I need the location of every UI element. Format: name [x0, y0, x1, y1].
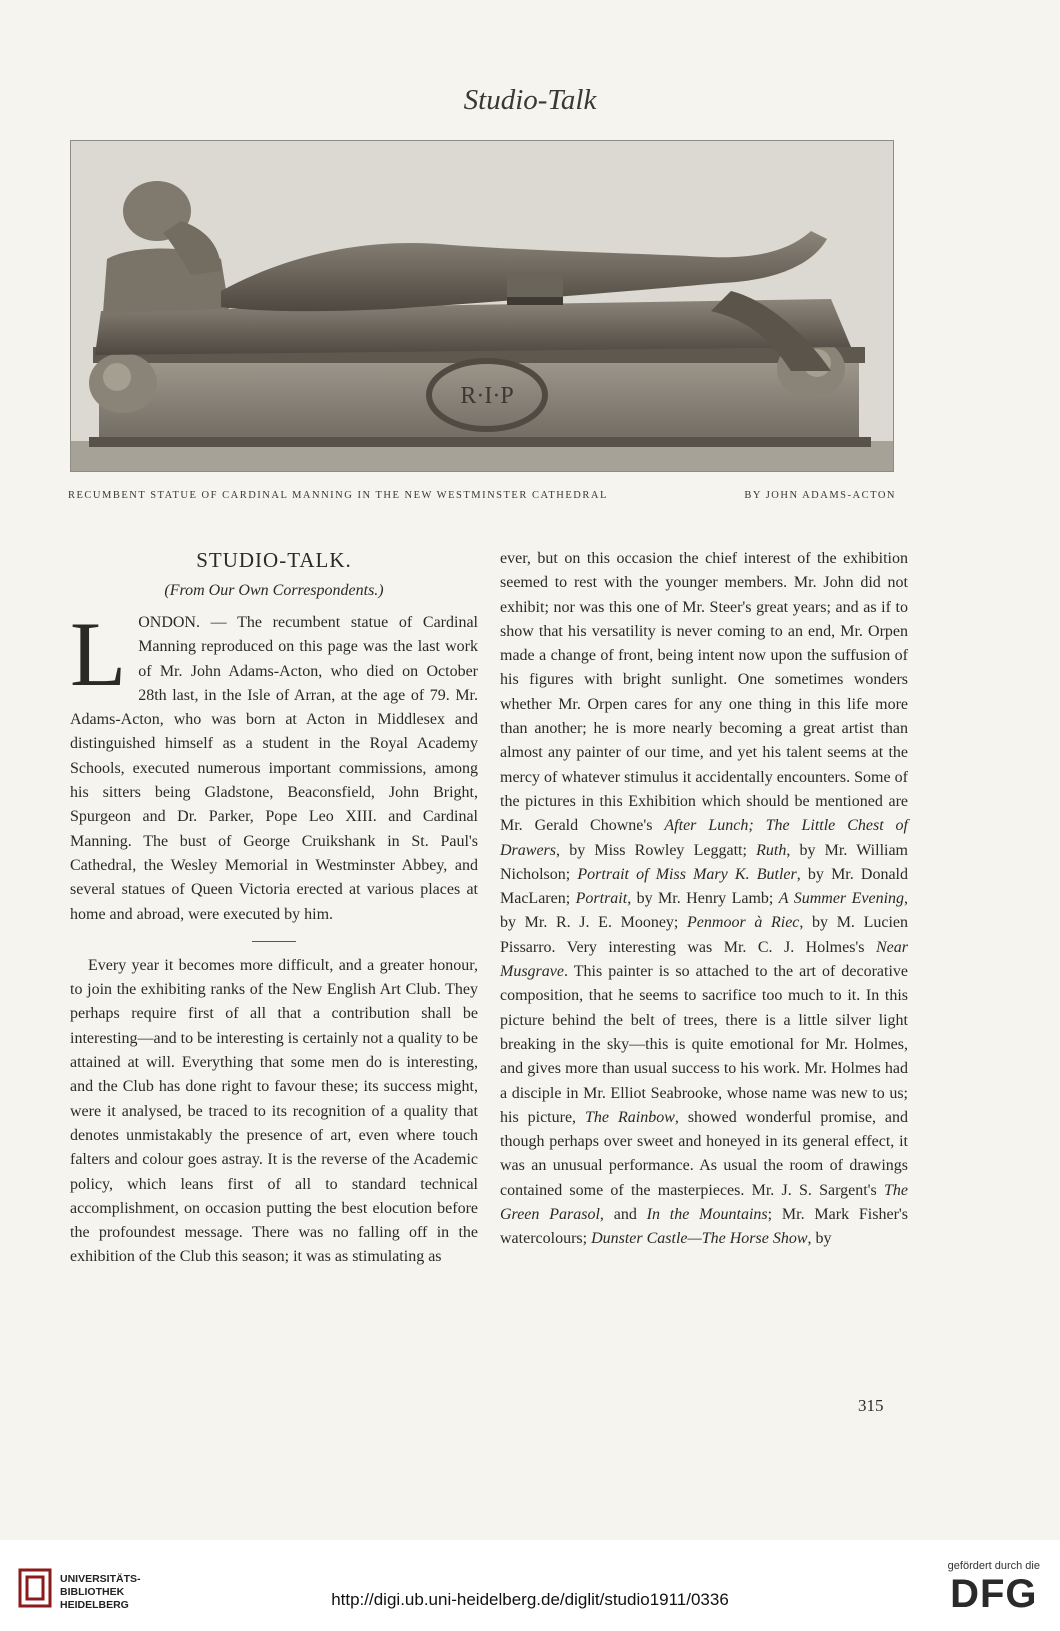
library-name-line: HEIDELBERG [60, 1599, 129, 1611]
artwork-title: After Lunch; The Little Chest of Drawers [500, 817, 908, 859]
caption-credit: BY JOHN ADAMS-ACTON [744, 490, 896, 501]
artwork-title: Portrait of Miss Mary K. Butler [577, 865, 797, 883]
left-column [70, 547, 478, 1270]
recumbent-statue-illustration [71, 141, 893, 471]
artwork-title: Ruth [756, 841, 787, 859]
running-head: Studio-Talk [463, 84, 597, 116]
page-number: 315 [858, 1396, 884, 1415]
figure-caption [68, 490, 896, 501]
drop-cap: L [70, 603, 127, 705]
dfg-logo: DFG [950, 1572, 1038, 1616]
text-run: , by Mr. Donald MacLaren; [500, 865, 909, 908]
text-run: , by Mr. William Nicholson; [500, 841, 908, 883]
artwork-title: A Summer Evening [778, 890, 905, 908]
library-name-line: UNIVERSITÄTS- [60, 1573, 141, 1585]
artwork-title: Dunster Castle—The Horse Show [591, 1230, 808, 1248]
funder-block [948, 1560, 1040, 1616]
text-run: , and [599, 1206, 647, 1224]
paragraph-london-text: ONDON. — The recumbent statue of Cardinal Manning reproduced on this page was the last work of Mr. John Adams-Acton, who died on October 28th last, in the Isle of Arran, at the age of 79. Mr. Adams-Acton, who was born at Acton in Middlesex and distinguished himself as a student in the Royal Academy Schools, executed numerous important commissions, among his sitters being Gladstone, Beaconsfield, John Bright, Spurgeon and Dr. Parker, Pope Leo XIII. and Cardinal Manning. The bust of George Cruikshank in St. Paul's Cathedral, the Wesley Memorial in Westminster Abbey, and several statues of Queen Victoria erected at various places at home and abroad, were executed by him. [70, 614, 478, 923]
paragraph-new-english-art-club: Every year it becomes more difficult, and a greater honour, to join the exhibiting ranks of the New English Art Club. They perhaps require first of all that a contribution shall be interesting—and to be interesting is certainly not a quality to be attained at will. Everything that some men do is interesting, and the Club has done right to favour these; its success might, were it analysed, be traced to its recognition of a quality that denotes unmistakably the presence of art, even where touch falters and colour goes astray. It is the reverse of the Academic policy, which leans first of all to standard technical accomplishment, on occasion putting the best elocution before the profoundest message. There was no falling off in the exhibition of the Club this season; it was as stimulating as [70, 956, 478, 1266]
text-run: , by Mr. R. J. E. Mooney; [500, 890, 909, 932]
text-run: , showed wonderful promise, and though perhaps over sweet and honeyed in its general effect, it was an unusual performance. As usual the room of drawings contained some of the masterpieces. Mr. J. S. Sargent's [500, 1108, 909, 1199]
tomb-lettering: R·I·P [460, 383, 514, 409]
funder-note: gefördert durch die [947, 1560, 1040, 1572]
artwork-title: Penmoor à Riec [687, 914, 800, 932]
paragraph-exhibition [500, 547, 908, 1252]
paragraph-london [70, 603, 478, 927]
article-heading: STUDIO-TALK. [196, 548, 352, 572]
caption-text: RECUMBENT STATUE OF CARDINAL MANNING IN THE NEW WESTMINSTER CATHEDRAL [68, 490, 608, 501]
library-name-line: BIBLIOTHEK [60, 1586, 125, 1598]
section-divider [252, 941, 296, 942]
digitization-footer [0, 1540, 1060, 1631]
artwork-title: The Green Parasol [500, 1181, 908, 1224]
text-run: , by Miss Rowley Leggatt; [556, 841, 757, 859]
artwork-title: Portrait [575, 890, 628, 908]
text-run: , by Mr. Henry Lamb; [627, 890, 779, 908]
artwork-title: Near Musgrave [500, 938, 908, 981]
artwork-title: In the Mountains [646, 1206, 768, 1224]
text-run: ever, but on this occasion the chief interest of the exhibition seemed to rest with the younger members. Mr. John did not exhibit; nor was this one of Mr. Steer's great years; and as if to show that his versatility is never coming to an end, Mr. Orpen made a change of front, being intent now upon the suffusion of his figures with bright sunlight. One sometimes wonders whether Mr. Orpen cares for any one thing in this life more than another; he is more nearly becoming a great artist than almost any painter of our time, and yet his talent seems at the mercy of whatever stimulus it accidentally encounters. Some of the pictures in this Exhibition which should be mentioned are Mr. Gerald Chowne's [500, 550, 908, 835]
text-run: , by [807, 1230, 832, 1248]
article-subheading: (From Our Own Correspondents.) [164, 582, 384, 599]
text-run: , by M. Lucien Pissarro. Very interesting was Mr. C. J. Holmes's [500, 914, 909, 956]
right-column [500, 547, 908, 1252]
statue-photograph [70, 140, 894, 472]
text-run: . This painter is so attached to the art of decorative composition, that he seems to sacrifice too much to it. In this picture behind the belt of trees, there is a little silver light breaking in the sky—this is quite emotional for Mr. Holmes, and gives more than usual success to his work. Mr. Holmes had a disciple in Mr. Elliot Seabrooke, whose name was new to us; his picture, [500, 963, 908, 1126]
text-run: ; Mr. Mark Fisher's watercolours; [500, 1206, 909, 1248]
artwork-title: The Rainbow [585, 1108, 675, 1126]
source-url-link[interactable]: http://digi.ub.uni-heidelberg.de/diglit/studio1911/0336 [331, 1590, 729, 1609]
